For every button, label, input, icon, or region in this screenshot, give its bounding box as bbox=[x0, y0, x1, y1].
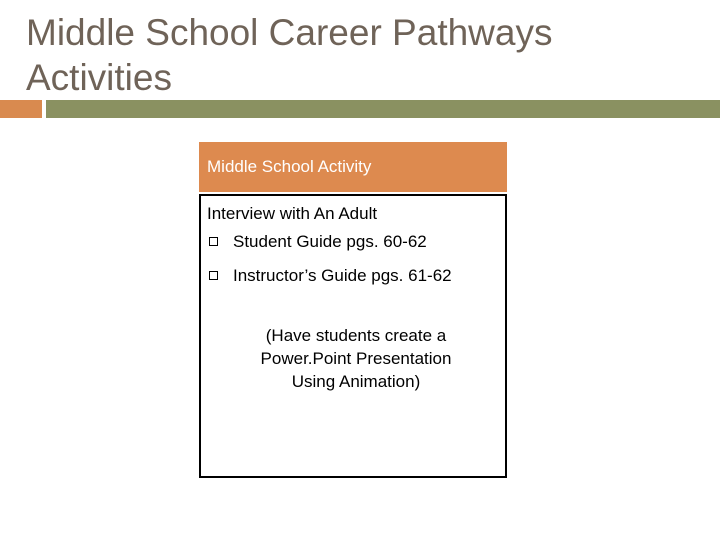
list-item-text: Student Guide pgs. 60-62 bbox=[233, 232, 427, 251]
note-line: Power.Point Presentation bbox=[260, 349, 452, 368]
square-bullet-icon bbox=[209, 271, 218, 280]
note-line: (Have students create a bbox=[265, 326, 447, 345]
activity-heading: Interview with An Adult bbox=[207, 204, 378, 223]
note-line: Using Animation) bbox=[291, 372, 421, 391]
table-body bbox=[199, 194, 507, 478]
table-header-label: Middle School Activity bbox=[207, 157, 372, 176]
list-item-text: Instructor’s Guide pgs. 61-62 bbox=[233, 266, 452, 285]
square-bullet-icon bbox=[209, 237, 218, 246]
title-rule-accent bbox=[0, 100, 42, 118]
title-rule bbox=[46, 100, 720, 118]
activity-note bbox=[221, 324, 491, 393]
table-header bbox=[199, 142, 507, 192]
slide-title: Middle School Career Pathways Activities bbox=[26, 12, 553, 98]
activity-table bbox=[199, 142, 507, 478]
